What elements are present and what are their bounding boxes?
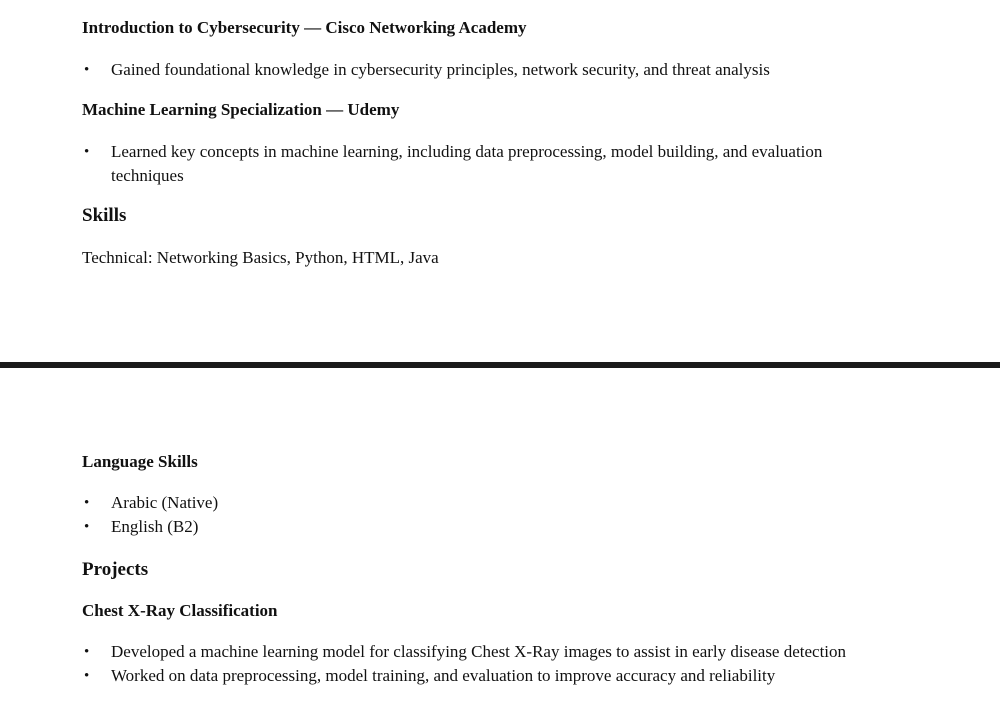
projects-heading: Projects [82, 559, 149, 580]
skills-technical-text: Technical: Networking Basics, Python, HTML, Java [82, 248, 439, 267]
language-skills-heading: Language Skills [82, 452, 198, 471]
cert-cisco-title-block [82, 17, 882, 39]
bullet-icon: • [84, 668, 90, 684]
skills-heading-block [82, 204, 882, 228]
cert-ml-title: Machine Learning Specialization — Udemy [82, 100, 400, 119]
document-page-bottom [0, 368, 1000, 704]
bullet-icon: • [84, 495, 90, 511]
bullet-icon: • [84, 62, 90, 78]
skills-heading: Skills [82, 205, 127, 226]
skills-technical-block [82, 247, 882, 269]
bullet-icon: • [84, 644, 90, 660]
bullet-icon: • [84, 519, 90, 535]
language-heading-block [82, 451, 882, 473]
language-list-block [82, 491, 882, 539]
project-bullets-block [82, 640, 952, 688]
list-item: • Worked on data preprocessing, model training, and evaluation to improve accuracy and reliability [82, 664, 952, 688]
list-item: • Developed a machine learning model for classifying Chest X-Ray images to assist in early disease detection [82, 640, 952, 664]
list-item: • Gained foundational knowledge in cybersecurity principles, network security, and threat analysis [82, 58, 882, 82]
bullet-icon: • [84, 144, 90, 160]
list-item: • Learned key concepts in machine learning, including data preprocessing, model building, and evaluation techniques [84, 142, 823, 185]
list-item: • Arabic (Native) [82, 491, 882, 515]
list-item: • English (B2) [82, 515, 882, 539]
project-title: Chest X-Ray Classification [82, 601, 278, 620]
cert-cisco-bullets [82, 58, 882, 82]
projects-heading-block [82, 558, 882, 582]
project-bullets [82, 640, 952, 688]
project-title-block [82, 600, 882, 622]
cert-cisco-title: Introduction to Cybersecurity — Cisco Networking Academy [82, 18, 527, 37]
language-list [82, 491, 882, 539]
cert-ml-title-block [82, 99, 882, 121]
cert-ml-bullets [82, 140, 882, 188]
